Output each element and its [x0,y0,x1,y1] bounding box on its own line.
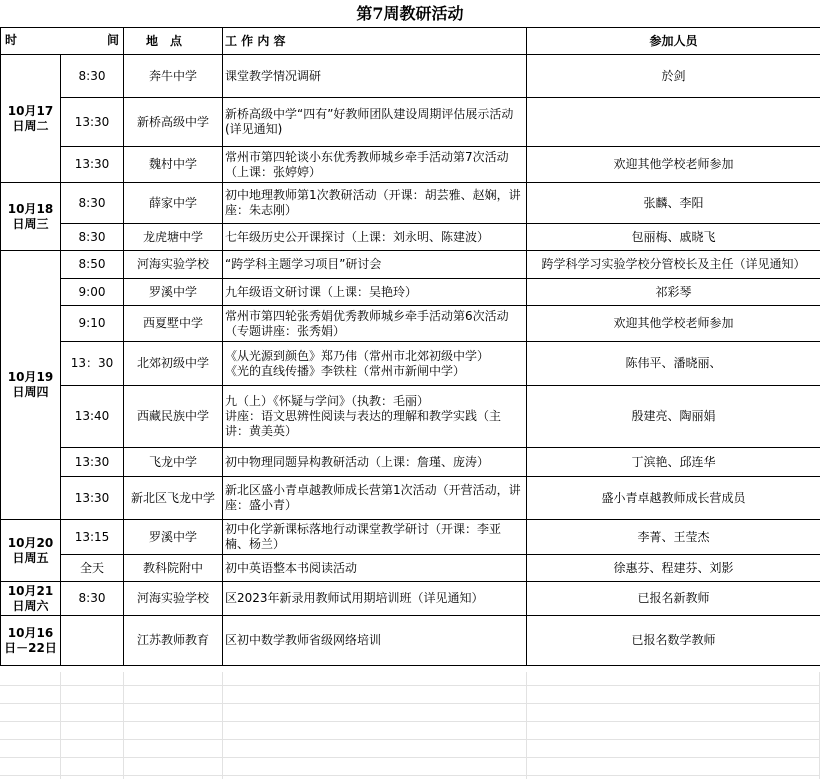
header-row [1,28,820,55]
content-cell: 初中化学新课标落地行动课堂教学研讨（开课：李亚楠、杨兰） [223,520,527,555]
time-cell: 8:50 [61,251,124,279]
content-cell: 九年级语文研讨课（上课：吴艳玲） [223,279,527,306]
content-cell: 初中英语整本书阅读活动 [223,555,527,582]
participants-cell: 已报名数学教师 [527,616,820,666]
header-time-char-2: 间 [106,33,119,47]
place-cell: 河海实验学校 [124,582,223,616]
content-cell: 区初中数学教师省级网络培训 [223,616,527,666]
header-time [1,28,124,55]
content-cell: 课堂教学情况调研 [223,55,527,98]
participants-cell: 李菁、王莹杰 [527,520,820,555]
place-cell: 罗溪中学 [124,279,223,306]
table-row [1,279,820,306]
time-cell: 8:30 [61,224,124,251]
content-cell: 九（上）《怀疑与学问》（执教：毛丽） 讲座：语文思辨性阅读与表达的理解和教学实践（主讲：黄美英） [223,386,527,448]
participants-cell: 已报名新教师 [527,582,820,616]
date-cell: 10月19日周四 [1,251,61,520]
time-cell: 13:15 [61,520,124,555]
participants-cell: 陈伟平、潘晓丽、 [527,342,820,386]
place-cell: 奔牛中学 [124,55,223,98]
date-cell: 10月17日周二 [1,55,61,183]
participants-cell: 欢迎其他学校老师参加 [527,147,820,183]
time-cell: 13：30 [61,342,124,386]
empty-grid [0,672,820,779]
time-cell: 全天 [61,555,124,582]
time-cell [61,616,124,666]
header-place: 地 点 [124,28,223,55]
table-row [1,342,820,386]
table-row [1,386,820,448]
time-cell: 8:30 [61,55,124,98]
place-cell: 罗溪中学 [124,520,223,555]
content-cell: 初中物理同题异构教研活动（上课：詹瑾、庞涛） [223,448,527,477]
date-cell: 10月21日周六 [1,582,61,616]
table-row [1,55,820,98]
time-cell: 13:30 [61,477,124,520]
place-cell: 西夏墅中学 [124,306,223,342]
place-cell: 西藏民族中学 [124,386,223,448]
header-time-char-1: 时 [5,33,18,47]
header-participants: 参加人员 [527,28,820,55]
schedule-table [0,27,820,666]
participants-cell: 跨学科学习实验学校分管校长及主任（详见通知） [527,251,820,279]
place-cell: 江苏教师教育 [124,616,223,666]
participants-cell: 欢迎其他学校老师参加 [527,306,820,342]
participants-cell: 丁滨艳、邱连华 [527,448,820,477]
participants-cell: 盛小青卓越教师成长营成员 [527,477,820,520]
header-content: 工 作 内 容 [223,28,527,55]
participants-cell: 徐惠芬、程建芬、刘影 [527,555,820,582]
time-cell: 9:00 [61,279,124,306]
date-cell: 10月16日－22日 [1,616,61,666]
content-cell: 《从光源到颜色》郑乃伟（常州市北郊初级中学） 《光的直线传播》李铁柱（常州市新闸中学） [223,342,527,386]
table-row [1,477,820,520]
table-row [1,582,820,616]
place-cell: 魏村中学 [124,147,223,183]
place-cell: 新桥高级中学 [124,98,223,147]
table-row [1,183,820,224]
participants-cell [527,98,820,147]
date-cell: 10月18日周三 [1,183,61,251]
table-row [1,98,820,147]
time-cell: 13:30 [61,147,124,183]
place-cell: 北郊初级中学 [124,342,223,386]
place-cell: 薛家中学 [124,183,223,224]
place-cell: 飞龙中学 [124,448,223,477]
table-row [1,616,820,666]
content-cell: 常州市第四轮张秀娟优秀教师城乡牵手活动第6次活动（专题讲座：张秀娟） [223,306,527,342]
content-cell: 七年级历史公开课探讨（上课：刘永明、陈建波） [223,224,527,251]
time-cell: 13:30 [61,448,124,477]
participants-cell: 於剑 [527,55,820,98]
time-cell: 8:30 [61,582,124,616]
table-row [1,224,820,251]
participants-cell: 包丽梅、戚晓飞 [527,224,820,251]
table-row [1,520,820,555]
time-cell: 9:10 [61,306,124,342]
place-cell: 新北区飞龙中学 [124,477,223,520]
content-cell: 初中地理教师第1次教研活动（开课：胡芸雅、赵娴，讲座：朱志刚） [223,183,527,224]
content-cell: 新北区盛小青卓越教师成长营第1次活动（开营活动，讲座：盛小青） [223,477,527,520]
time-cell: 13:30 [61,98,124,147]
content-cell: 常州市第四轮谈小东优秀教师城乡牵手活动第7次活动（上课：张婷婷） [223,147,527,183]
date-cell: 10月20日周五 [1,520,61,582]
content-cell: 新桥高级中学“四有”好教师团队建设周期评估展示活动(详见通知) [223,98,527,147]
time-cell: 13:40 [61,386,124,448]
participants-cell: 殷建亮、陶丽娟 [527,386,820,448]
place-cell: 教科院附中 [124,555,223,582]
content-cell: 区2023年新录用教师试用期培训班（详见通知） [223,582,527,616]
table-row [1,306,820,342]
page-title: 第7周教研活动 [356,4,464,23]
table-row [1,251,820,279]
participants-cell: 张麟、李阳 [527,183,820,224]
place-cell: 河海实验学校 [124,251,223,279]
table-row [1,448,820,477]
time-cell: 8:30 [61,183,124,224]
table-row [1,147,820,183]
place-cell: 龙虎塘中学 [124,224,223,251]
content-cell: “跨学科主题学习项目”研讨会 [223,251,527,279]
table-row [1,555,820,582]
participants-cell: 祁彩琴 [527,279,820,306]
